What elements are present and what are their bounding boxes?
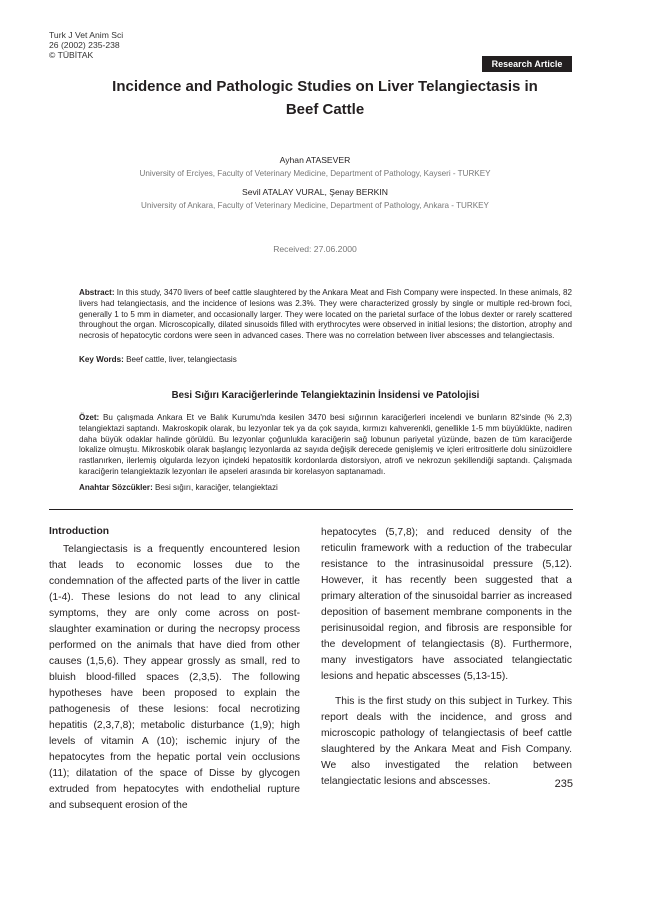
paragraph: Telangiectasis is a frequently encountered lesion that leads to economic losses due to the condemnation of the affected parts of the liver in cattle (1-4). These lesions do not lead to any clinical symptoms, they are only come across on post-slaughter examination or during the necropsy process performed on the animals that have died from other causes (1,5,6). They appear grossly as small, red to bluish blood-filled spaces (2,3,5). The following hypotheses have been proposed to explain the pathogenesis of these lesions: focal necrotizing hepatitis (2,3,7,8); metabolic disturbance (1,9); high levels of vitamin A (10); ischemic injury of the hepatocytes from the hepatic portal vein occlusions (11); dilatation of the space of Disse by glycogen extruded from hepatocytes with endothelial rupture and subsequent erosion of the: [49, 544, 300, 811]
paper-title: [80, 75, 570, 121]
section-divider: [49, 509, 573, 510]
turkish-keywords-label: Anahtar Sözcükler:: [79, 483, 153, 492]
ozet-label: Özet:: [79, 413, 100, 422]
journal-citation: [49, 30, 123, 60]
journal-volume: 26 (2002) 235-238: [49, 40, 120, 50]
journal-name: Turk J Vet Anim Sci: [49, 30, 124, 40]
author-affiliation: University of Erciyes, Faculty of Veterinary Medicine, Department of Pathology, Kayseri - TURKEY: [139, 169, 491, 178]
page-number: 235: [554, 778, 573, 790]
paper-title-line-2: Beef Cattle: [285, 101, 365, 118]
article-type-badge: Research Article: [482, 56, 572, 72]
column-right: [321, 525, 572, 790]
keywords: [79, 355, 237, 364]
paragraph: This is the first study on this subject in Turkey. This report deals with the incidence, and gross and microscopic pathology of telangiectasis of beef cattle slaughtered by the Ankara Meat and Fish Company. We also investigated the relation between telangiectatic lesions and abscesses.: [321, 696, 572, 787]
author-names: Sevil ATALAY VURAL, Şenay BERKIN: [242, 187, 388, 197]
author-affiliation: University of Ankara, Faculty of Veterinary Medicine, Department of Pathology, Ankara - TURKEY: [141, 201, 489, 210]
keywords-label: Key Words:: [79, 355, 124, 364]
received-date: Received: 27.06.2000: [273, 244, 357, 254]
keywords-text: Beef cattle, liver, telangiectasis: [126, 355, 237, 364]
turkish-keywords: [79, 483, 278, 492]
paper-title-line-1: Incidence and Pathologic Studies on Liver Telangiectasis in: [112, 78, 538, 95]
turkish-abstract: [79, 413, 572, 478]
author-names: Ayhan ATASEVER: [279, 155, 351, 165]
abstract-text: In this study, 3470 livers of beef cattle slaughtered by the Ankara Meat and Fish Company were inspected. In these animals, 82 livers had telangiectasis, and the incidence of lesions was 2.3%. They were characterized grossly by single or multiple red-brown foci, generally 1 to 5 mm in diameter, and occasionally larger. They were located on the parietal surface of the lobus dexter or rarely scattered throughout the organ. Microscopically, dilated sinusoids filled with erythrocytes were observed in initial lesions; the distortion, atrophy and necrosis of hepatocytic cordons were seen in advanced cases. There was no correlation between liver abscesses and telangiectasis.: [79, 288, 573, 341]
author-block: [60, 154, 570, 212]
turkish-title: Besi Sığırı Karaciğerlerinde Telangiektazinin İnsidensi ve Patolojisi: [171, 390, 480, 401]
paragraph: hepatocytes (5,7,8); and reduced density of the reticulin framework with a reduction of the trabecular resistance to the intrasinusoidal pressure (5,12). However, it has recently been suggested that a primary alteration of the sinusoidal barrier as increased deposition of basement membrane components in the perisinusoidal region, and fibrosis are responsible for the development of telangiectasis (8). Furthermore, many investigators have associated telangiectatic lesions and hepatic abscesses (5,13-15).: [321, 527, 572, 682]
column-left: [49, 525, 300, 814]
abstract-label: Abstract:: [79, 288, 115, 297]
ozet-text: Bu çalışmada Ankara Et ve Balık Kurumu'nda kesilen 3470 besi sığırının karaciğerleri incelendi ve bunların 82'sinde (% 2,3) telangiektazi saptandı. Makroskopik olarak, bu lezyonlar tek ya da çok sayıda, kırmızı kahverenkli, genellikle 1-5 mm büyüklükte, nadiren daha büyük odaklar halinde görüldü. Bu lezyonlar çoğunlukla karaciğerin sağ lobunun pariyetal yüzünde, bazen de tüm karaciğerde lokalize olmuştu. Mikroskobik olarak başlangıç lezyonlarda az sayıda değişik derecede genişlemiş ve içleri eritrositlerle dolu sinüzoidlere rastlanırken, ilerlemiş olgularda lezyon içindeki hepatositik kordonlarda distorsiyon, atrofi ve nekrozun şekillendiği saptandı. Çalışmada karaciğerin telangiektazik lezyonları ile apseleri arasında bir korelasyon saptanamadı.: [79, 413, 572, 476]
journal-publisher: © TÜBİTAK: [49, 50, 94, 60]
section-heading-introduction: Introduction: [49, 526, 110, 537]
turkish-keywords-text: Besi sığırı, karaciğer, telangiektazi: [155, 483, 278, 492]
abstract: [79, 288, 572, 342]
